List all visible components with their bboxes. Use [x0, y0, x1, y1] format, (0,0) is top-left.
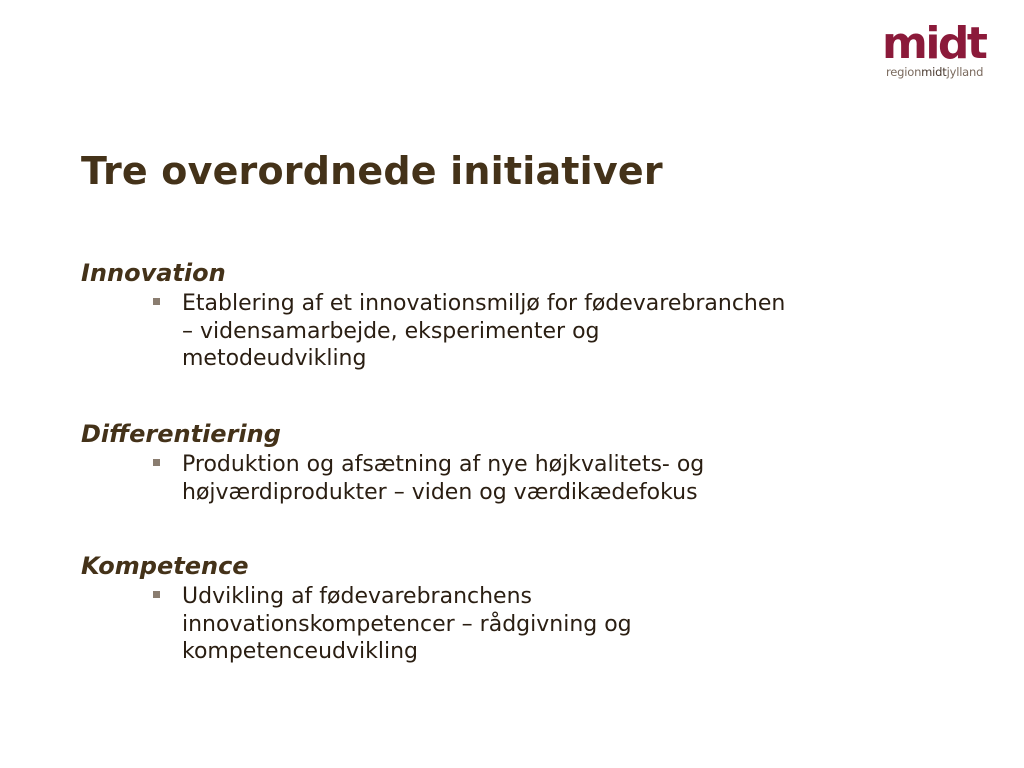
- logo-subtitle: [886, 65, 983, 79]
- bullet-line: Udvikling af fødevarebranchens: [182, 584, 533, 609]
- bullet-line: innovationskompetencer – rådgivning og: [182, 611, 632, 637]
- section-heading: Innovation: [81, 259, 226, 287]
- logo-sub-jylland: jylland: [946, 65, 984, 79]
- section-heading: Differentiering: [81, 420, 281, 448]
- slide-title: Tre overordnede initiativer: [81, 149, 663, 193]
- section-kompetence: [81, 552, 941, 666]
- square-bullet-icon: [153, 459, 160, 466]
- section-differentiering: [81, 420, 941, 506]
- logo-sub-midt: midt: [921, 65, 947, 79]
- bullet-line: højværdiprodukter – viden og værdikædefokus: [182, 479, 698, 505]
- section-heading: Kompetence: [81, 552, 249, 580]
- bullet-line: Etablering af et innovationsmiljø for fødevarebranchen: [182, 291, 786, 316]
- square-bullet-icon: [153, 591, 160, 598]
- bullet-line: kompetenceudvikling: [182, 639, 418, 664]
- bullet-text: [182, 451, 902, 506]
- bullet-line: Produktion og afsætning af nye højkvalitets- og: [182, 452, 705, 477]
- bullet-item: [153, 583, 941, 666]
- logo-sub-region: region: [886, 65, 922, 79]
- bullet-line: – vidensamarbejde, eksperimenter og: [182, 318, 600, 344]
- bullet-text: [182, 290, 902, 373]
- bullet-text: [182, 583, 902, 666]
- bullet-line: metodeudvikling: [182, 346, 367, 371]
- section-innovation: [81, 259, 941, 373]
- region-midtjylland-logo: [880, 22, 1004, 84]
- logo-wordmark: [880, 22, 1004, 64]
- bullet-item: [153, 290, 941, 373]
- bullet-item: [153, 451, 941, 506]
- square-bullet-icon: [153, 298, 160, 305]
- logo-wordmark-text: midt: [882, 22, 986, 64]
